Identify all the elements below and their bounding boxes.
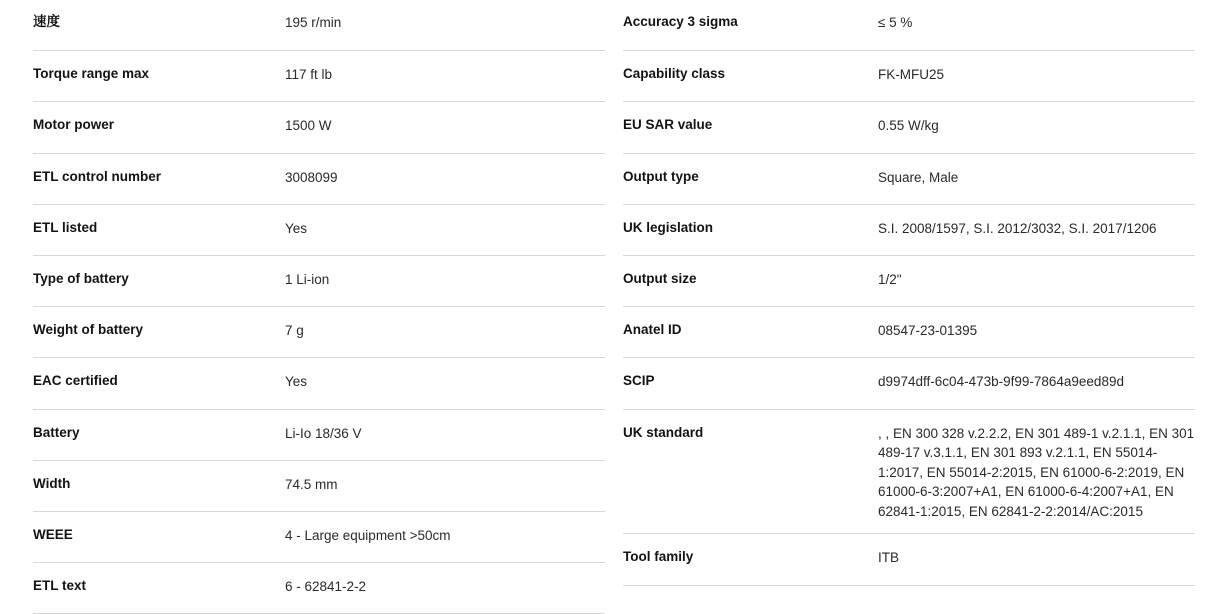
spec-label: Motor power <box>33 117 114 133</box>
spec-label: Output type <box>623 168 699 184</box>
spec-label: Weight of battery <box>33 322 144 338</box>
spec-label: Capability class <box>623 66 726 82</box>
spec-value: 4 - Large equipment >50cm <box>285 527 451 543</box>
spec-label: Type of battery <box>33 270 129 286</box>
spec-row <box>33 0 605 51</box>
spec-value: 117 ft lb <box>285 67 333 83</box>
spec-value: 0.55 W/kg <box>878 118 939 134</box>
spec-row <box>623 534 1195 585</box>
spec-value: 1500 W <box>285 118 332 134</box>
spec-row <box>33 461 605 512</box>
spec-value: FK-MFU25 <box>878 67 945 83</box>
spec-row <box>33 563 605 614</box>
spec-row <box>33 205 605 256</box>
spec-label: ETL listed <box>33 219 98 235</box>
spec-row <box>623 0 1195 51</box>
spec-label: WEEE <box>33 526 73 542</box>
spec-row <box>623 154 1195 205</box>
spec-label: Anatel ID <box>623 322 682 338</box>
spec-value: d9974dff-6c04-473b-9f99-7864a9eed89d <box>878 374 1124 390</box>
spec-label: Torque range max <box>33 66 150 82</box>
specification-column-right <box>623 0 1221 614</box>
spec-row <box>33 307 605 358</box>
spec-value: 195 r/min <box>285 15 342 30</box>
spec-label: EU SAR value <box>623 117 713 133</box>
spec-value: S.I. 2008/1597, S.I. 2012/3032, S.I. 2017/1206 <box>878 220 1157 236</box>
spec-value: Li-Io 18/36 V <box>285 425 362 441</box>
spec-value: Yes <box>285 220 308 236</box>
spec-value: 1 Li-ion <box>285 271 330 287</box>
spec-label: Output size <box>623 270 697 286</box>
spec-row <box>33 512 605 563</box>
spec-value: 74.5 mm <box>285 476 338 492</box>
spec-label: ETL text <box>33 578 87 594</box>
spec-label: ETL control number <box>33 168 162 184</box>
spec-value: Yes <box>285 374 308 390</box>
spec-value: 1/2" <box>878 271 902 287</box>
spec-row <box>623 102 1195 153</box>
spec-row <box>623 256 1195 307</box>
spec-label: Battery <box>33 424 80 440</box>
spec-row <box>33 154 605 205</box>
spec-label: UK standard <box>623 424 704 440</box>
spec-value: Square, Male <box>878 169 959 185</box>
spec-row <box>33 51 605 102</box>
spec-label: Tool family <box>623 549 694 565</box>
spec-label: EAC certified <box>33 373 118 389</box>
spec-label: 速度 <box>33 14 60 29</box>
spec-label: Width <box>33 475 71 491</box>
spec-value: 6 - 62841-2-2 <box>285 579 367 595</box>
spec-row <box>623 51 1195 102</box>
spec-value: 08547-23-01395 <box>878 323 978 339</box>
spec-row <box>623 410 1195 535</box>
spec-row <box>623 307 1195 358</box>
spec-value: ≤ 5 % <box>878 15 913 30</box>
spec-row <box>33 256 605 307</box>
spec-value: ITB <box>878 550 900 566</box>
spec-value: 7 g <box>285 323 304 339</box>
spec-row <box>33 410 605 461</box>
spec-row <box>623 358 1195 409</box>
spec-row <box>33 102 605 153</box>
spec-label: SCIP <box>623 373 655 389</box>
spec-value: 3008099 <box>285 169 338 185</box>
spec-row <box>33 358 605 409</box>
spec-value: , , EN 300 328 v.2.2.2, EN 301 489-1 v.2.1.1, EN 301 489-17 v.3.1.1, EN 301 893 v.2.1.1, EN 55014-1:2017, EN 55014-2:2015, EN 61000-6-2:2019, EN 61000-6-3:2007+A1, EN 61000-6-4:2007+A1, EN 62841-1:2015, EN 62841-2-2:2014/AC:2015 <box>878 425 1195 519</box>
spec-row <box>623 205 1195 256</box>
spec-label: Accuracy 3 sigma <box>623 14 738 29</box>
spec-label: UK legislation <box>623 219 714 235</box>
